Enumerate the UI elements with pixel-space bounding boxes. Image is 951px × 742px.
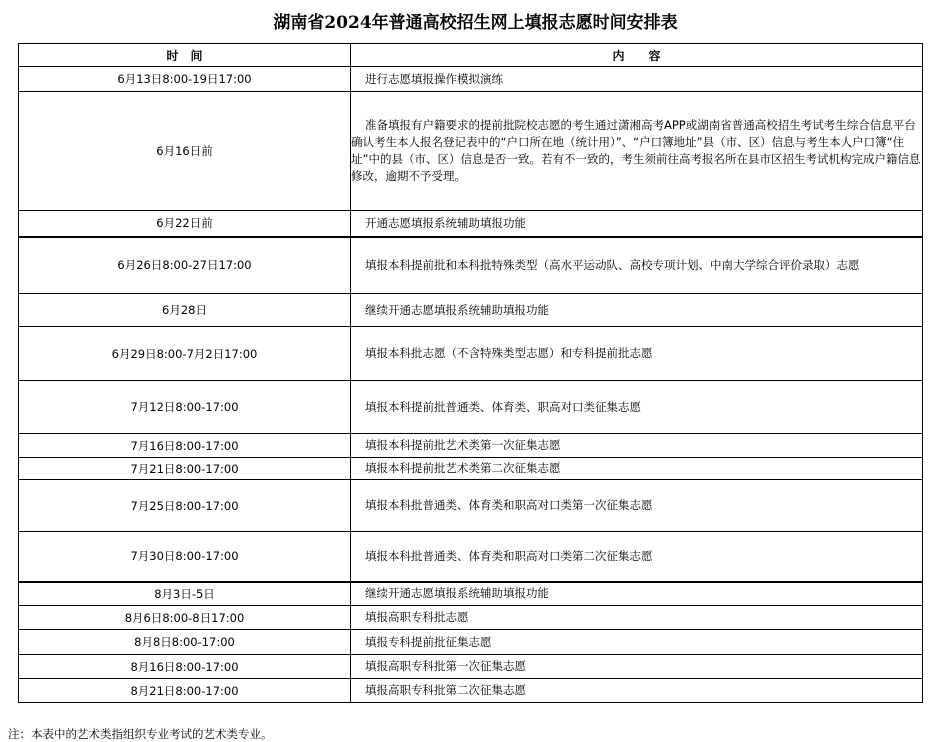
row-content: 继续开通志愿填报系统辅助填报功能 — [351, 582, 923, 606]
table-row — [19, 679, 923, 703]
table-row — [19, 434, 923, 458]
schedule-table — [18, 43, 923, 703]
row-time: 6月16日前 — [19, 92, 351, 211]
table-row — [19, 532, 923, 582]
row-content: 填报专科提前批征集志愿 — [351, 630, 923, 655]
table-row — [19, 327, 923, 381]
row-content: 填报本科提前批艺术类第一次征集志愿 — [351, 434, 923, 458]
table-row — [19, 92, 923, 211]
row-time: 6月22日前 — [19, 211, 351, 237]
table-row — [19, 630, 923, 655]
row-content: 开通志愿填报系统辅助填报功能 — [351, 211, 923, 237]
row-content: 填报本科提前批和本科批特殊类型（高水平运动队、高校专项计划、中南大学综合评价录取）志愿 — [351, 237, 923, 294]
row-time: 7月12日8:00-17:00 — [19, 381, 351, 434]
row-time: 6月28日 — [19, 294, 351, 327]
row-content: 继续开通志愿填报系统辅助填报功能 — [351, 294, 923, 327]
table-row — [19, 237, 923, 294]
row-time: 7月21日8:00-17:00 — [19, 458, 351, 480]
row-content: 进行志愿填报操作模拟演练 — [351, 67, 923, 92]
row-content: 填报本科批普通类、体育类和职高对口类第一次征集志愿 — [351, 480, 923, 532]
row-time: 8月16日8:00-17:00 — [19, 655, 351, 679]
table-header-row — [19, 44, 923, 67]
row-content: 填报高职专科批第二次征集志愿 — [351, 679, 923, 703]
table-row — [19, 211, 923, 237]
table-row — [19, 582, 923, 606]
row-content: 填报本科批普通类、体育类和职高对口类第二次征集志愿 — [351, 532, 923, 582]
table-row — [19, 67, 923, 92]
header-time: 时 间 — [19, 44, 351, 67]
row-time: 8月6日8:00-8日17:00 — [19, 606, 351, 630]
table-row — [19, 458, 923, 480]
row-time: 7月30日8:00-17:00 — [19, 532, 351, 582]
row-content: 填报本科提前批普通类、体育类、职高对口类征集志愿 — [351, 381, 923, 434]
row-content: 填报高职专科批第一次征集志愿 — [351, 655, 923, 679]
row-time: 8月21日8:00-17:00 — [19, 679, 351, 703]
row-time: 8月8日8:00-17:00 — [19, 630, 351, 655]
row-content: 填报本科批志愿（不含特殊类型志愿）和专科提前批志愿 — [351, 327, 923, 381]
row-time: 8月3日-5日 — [19, 582, 351, 606]
row-time: 7月25日8:00-17:00 — [19, 480, 351, 532]
row-time: 7月16日8:00-17:00 — [19, 434, 351, 458]
table-row — [19, 294, 923, 327]
table-row — [19, 606, 923, 630]
row-content: 填报高职专科批志愿 — [351, 606, 923, 630]
page-title: 湖南省2024年普通高校招生网上填报志愿时间安排表 — [273, 13, 678, 33]
table-row — [19, 655, 923, 679]
row-content: 填报本科提前批艺术类第二次征集志愿 — [351, 458, 923, 480]
row-time: 6月13日8:00-19日17:00 — [19, 67, 351, 92]
row-time: 6月26日8:00-27日17:00 — [19, 237, 351, 294]
table-row — [19, 480, 923, 532]
header-content: 内 容 — [351, 44, 923, 67]
table-row — [19, 381, 923, 434]
row-time: 6月29日8:00-7月2日17:00 — [19, 327, 351, 381]
row-content: 准备填报有户籍要求的提前批院校志愿的考生通过潇湘高考APP或湖南省普通高校招生考试考生综合信息平台确认考生本人报名登记表中的“户口所在地（统计用）”、“户口簿地址”县（市、区）信息与考生本人户口簿“住址”中的县（市、区）信息是否一致。若有不一致的，考生须前往高考报名所在县市区招生考试机构完成户籍信息修改，逾期不予受理。 — [351, 92, 923, 211]
footnote: 注：本表中的艺术类指组织专业考试的艺术类专业。 — [8, 727, 273, 741]
